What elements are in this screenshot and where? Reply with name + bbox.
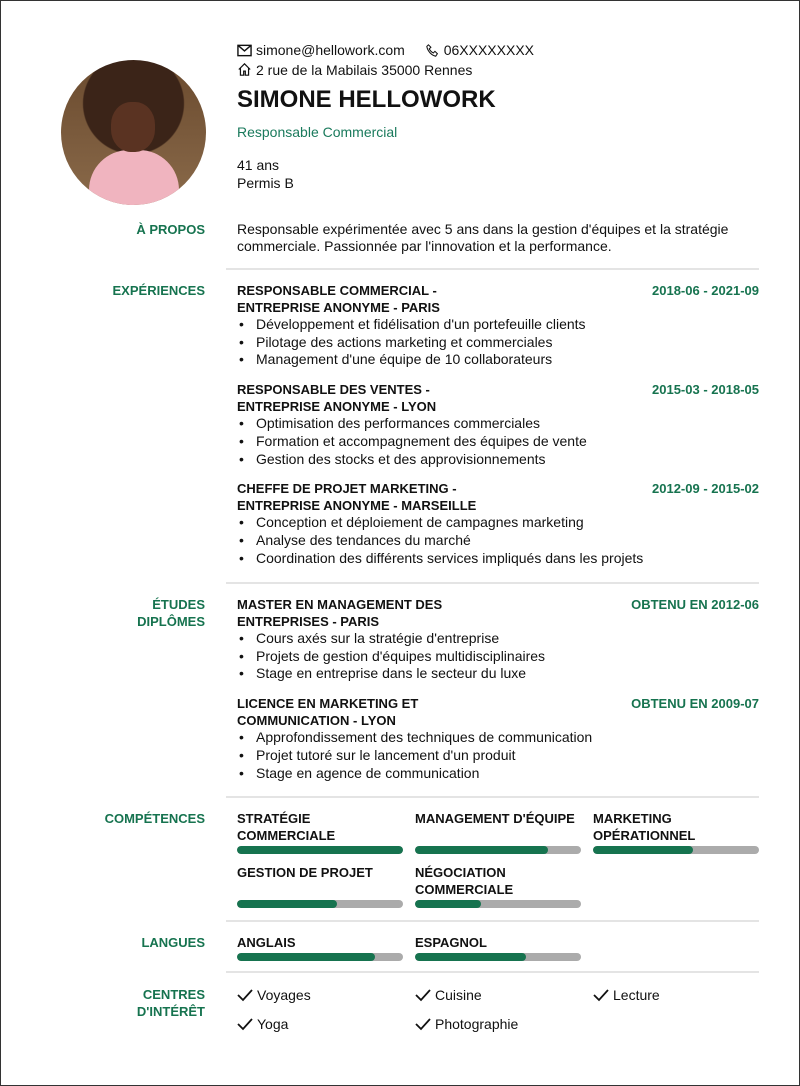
bullet-item: • Développement et fidélisation d'un portefeuille clients bbox=[237, 316, 759, 334]
entry bbox=[237, 381, 759, 468]
entry bbox=[237, 480, 759, 567]
education-label-1: ÉTUDES bbox=[152, 597, 205, 612]
languages-grid bbox=[237, 934, 759, 961]
entry-date: OBTENU EN 2009-07 bbox=[631, 696, 759, 712]
language bbox=[237, 934, 403, 961]
skill-level-bar bbox=[237, 900, 403, 908]
bullet-item: • Optimisation des performances commerciales bbox=[237, 415, 759, 433]
skill bbox=[415, 810, 581, 854]
entry-title-line: LICENCE EN MARKETING ET bbox=[237, 696, 419, 712]
entry-title-line: RESPONSABLE DES VENTES - bbox=[237, 382, 430, 398]
skills-label: COMPÉTENCES bbox=[104, 811, 205, 826]
skills-grid bbox=[237, 810, 759, 908]
education-label bbox=[137, 596, 205, 630]
skill bbox=[593, 810, 759, 854]
interest-name: Cuisine bbox=[435, 986, 482, 1003]
bullet-item: • Projets de gestion d'équipes multidisciplinaires bbox=[237, 648, 759, 666]
bullet-item: • Management d'une équipe de 10 collaborateurs bbox=[237, 351, 759, 369]
interests-label bbox=[137, 986, 205, 1020]
bullet-list bbox=[237, 316, 759, 369]
job-title: Responsable Commercial bbox=[237, 124, 398, 140]
skill-level-bar bbox=[237, 846, 403, 854]
divider bbox=[226, 582, 759, 584]
entry-title-line: RESPONSABLE COMMERCIAL - bbox=[237, 283, 437, 298]
mail-icon bbox=[237, 44, 252, 57]
interest-name: Voyages bbox=[257, 986, 311, 1003]
experience-label: EXPÉRIENCES bbox=[112, 283, 205, 298]
entry-title bbox=[237, 381, 436, 415]
entry bbox=[237, 596, 759, 683]
skill-name: STRATÉGIE COMMERCIALE bbox=[237, 811, 336, 843]
interest-item bbox=[237, 1009, 403, 1038]
education-list bbox=[237, 596, 759, 794]
address: 2 rue de la Mabilais 35000 Rennes bbox=[256, 61, 473, 78]
bullet-item: • Pilotage des actions marketing et commerciales bbox=[237, 334, 759, 352]
entry-title-line: ENTREPRISE ANONYME - MARSEILLE bbox=[237, 498, 477, 514]
language bbox=[415, 934, 581, 961]
skill-name: MARKETING OPÉRATIONNEL bbox=[593, 811, 696, 843]
entry-date: 2015-03 - 2018-05 bbox=[652, 382, 759, 398]
entry-date: 2018-06 - 2021-09 bbox=[652, 283, 759, 298]
languages-label: LANGUES bbox=[141, 935, 205, 950]
entry-title-line: ENTREPRISES - PARIS bbox=[237, 614, 380, 629]
interest-item bbox=[415, 980, 581, 1009]
interest-name: Photographie bbox=[435, 1015, 519, 1032]
email[interactable]: simone@hellowork.com bbox=[256, 42, 405, 58]
interest-item bbox=[415, 1009, 581, 1038]
check-icon bbox=[593, 988, 609, 1002]
skill-name: GESTION DE PROJET bbox=[237, 865, 373, 880]
candidate-name: SIMONE HELLOWORK bbox=[237, 86, 496, 113]
divider bbox=[226, 971, 759, 973]
divider bbox=[226, 268, 759, 270]
about-label: À PROPOS bbox=[136, 222, 205, 237]
entry-title bbox=[237, 480, 476, 514]
entry-title-line: CHEFFE DE PROJET MARKETING - bbox=[237, 481, 457, 497]
check-icon bbox=[415, 1017, 431, 1031]
interests-label-1: CENTRES bbox=[142, 987, 205, 1002]
interest-item bbox=[237, 980, 403, 1009]
bullet-list bbox=[237, 415, 759, 468]
entry-date: OBTENU EN 2012-06 bbox=[631, 597, 759, 612]
interest-name: Yoga bbox=[257, 1015, 289, 1032]
interests-grid bbox=[237, 980, 759, 1038]
check-icon bbox=[415, 988, 431, 1002]
entry-header bbox=[237, 282, 759, 316]
education-label-2: DIPLÔMES bbox=[137, 614, 205, 629]
language-level-fill bbox=[237, 953, 375, 961]
age: 41 ans bbox=[237, 157, 280, 173]
bullet-item: • Formation et accompagnement des équipes de vente bbox=[237, 433, 759, 451]
skill-name: MANAGEMENT D'ÉQUIPE bbox=[415, 811, 575, 826]
bullet-item: • Stage en agence de communication bbox=[237, 765, 759, 783]
skill-level-fill bbox=[237, 900, 337, 908]
entry-title-line: MASTER EN MANAGEMENT DES bbox=[237, 597, 443, 612]
bullet-list bbox=[237, 630, 759, 683]
entry-header bbox=[237, 596, 759, 630]
entry-title bbox=[237, 282, 440, 316]
license: Permis B bbox=[237, 175, 294, 191]
about-text: Responsable expérimentée avec 5 ans dans la gestion d'équipes et la stratégie commerciale. Passionnée par l'innovation et la performance. bbox=[237, 221, 729, 254]
divider bbox=[226, 796, 759, 798]
entry-date: 2012-09 - 2015-02 bbox=[652, 481, 759, 497]
bullet-item: • Conception et déploiement de campagnes marketing bbox=[237, 514, 759, 532]
interest-name: Lecture bbox=[613, 986, 660, 1003]
interest-item bbox=[593, 980, 759, 1009]
entry-title-line: ENTREPRISE ANONYME - PARIS bbox=[237, 300, 440, 315]
entry-title-line: COMMUNICATION - LYON bbox=[237, 713, 396, 729]
entry-title-line: ENTREPRISE ANONYME - LYON bbox=[237, 399, 437, 415]
bullet-item: • Cours axés sur la stratégie d'entreprise bbox=[237, 630, 759, 648]
entry-title bbox=[237, 596, 442, 630]
contact-info bbox=[237, 41, 534, 80]
skill-level-bar bbox=[593, 846, 759, 854]
bullet-list bbox=[237, 729, 759, 782]
home-icon bbox=[237, 63, 252, 76]
profile-photo bbox=[61, 60, 206, 205]
skill-name: NÉGOCIATION COMMERCIALE bbox=[415, 865, 514, 897]
entry bbox=[237, 282, 759, 369]
bullet-list bbox=[237, 514, 759, 567]
skill-level-fill bbox=[415, 900, 481, 908]
entry-header bbox=[237, 381, 759, 415]
language-level-bar bbox=[415, 953, 581, 961]
bullet-item: • Analyse des tendances du marché bbox=[237, 532, 759, 550]
divider bbox=[226, 920, 759, 922]
skill bbox=[237, 864, 403, 908]
entry-header bbox=[237, 695, 759, 729]
skill-level-fill bbox=[415, 846, 548, 854]
check-icon bbox=[237, 1017, 253, 1031]
language-level-bar bbox=[237, 953, 403, 961]
skill bbox=[415, 864, 581, 908]
experience-list bbox=[237, 282, 759, 579]
phone-icon bbox=[425, 44, 440, 57]
skill-level-bar bbox=[415, 846, 581, 854]
language-name: ESPAGNOL bbox=[415, 935, 487, 950]
language-level-fill bbox=[415, 953, 526, 961]
bullet-item: • Projet tutoré sur le lancement d'un produit bbox=[237, 747, 759, 765]
interests-label-2: D'INTÉRÊT bbox=[136, 1004, 205, 1019]
skill-level-bar bbox=[415, 900, 581, 908]
skill-level-fill bbox=[593, 846, 693, 854]
entry-header bbox=[237, 480, 759, 514]
bullet-item: • Stage en entreprise dans le secteur du luxe bbox=[237, 665, 759, 683]
check-icon bbox=[237, 988, 253, 1002]
bullet-item: • Gestion des stocks et des approvisionnements bbox=[237, 451, 759, 469]
skill-level-fill bbox=[237, 846, 403, 854]
bullet-item: • Coordination des différents services impliqués dans les projets bbox=[237, 550, 759, 568]
phone: 06XXXXXXXX bbox=[443, 42, 534, 58]
skill bbox=[237, 810, 403, 854]
entry-title bbox=[237, 695, 418, 729]
entry bbox=[237, 695, 759, 782]
bullet-item: • Approfondissement des techniques de communication bbox=[237, 729, 759, 747]
language-name: ANGLAIS bbox=[237, 935, 296, 950]
